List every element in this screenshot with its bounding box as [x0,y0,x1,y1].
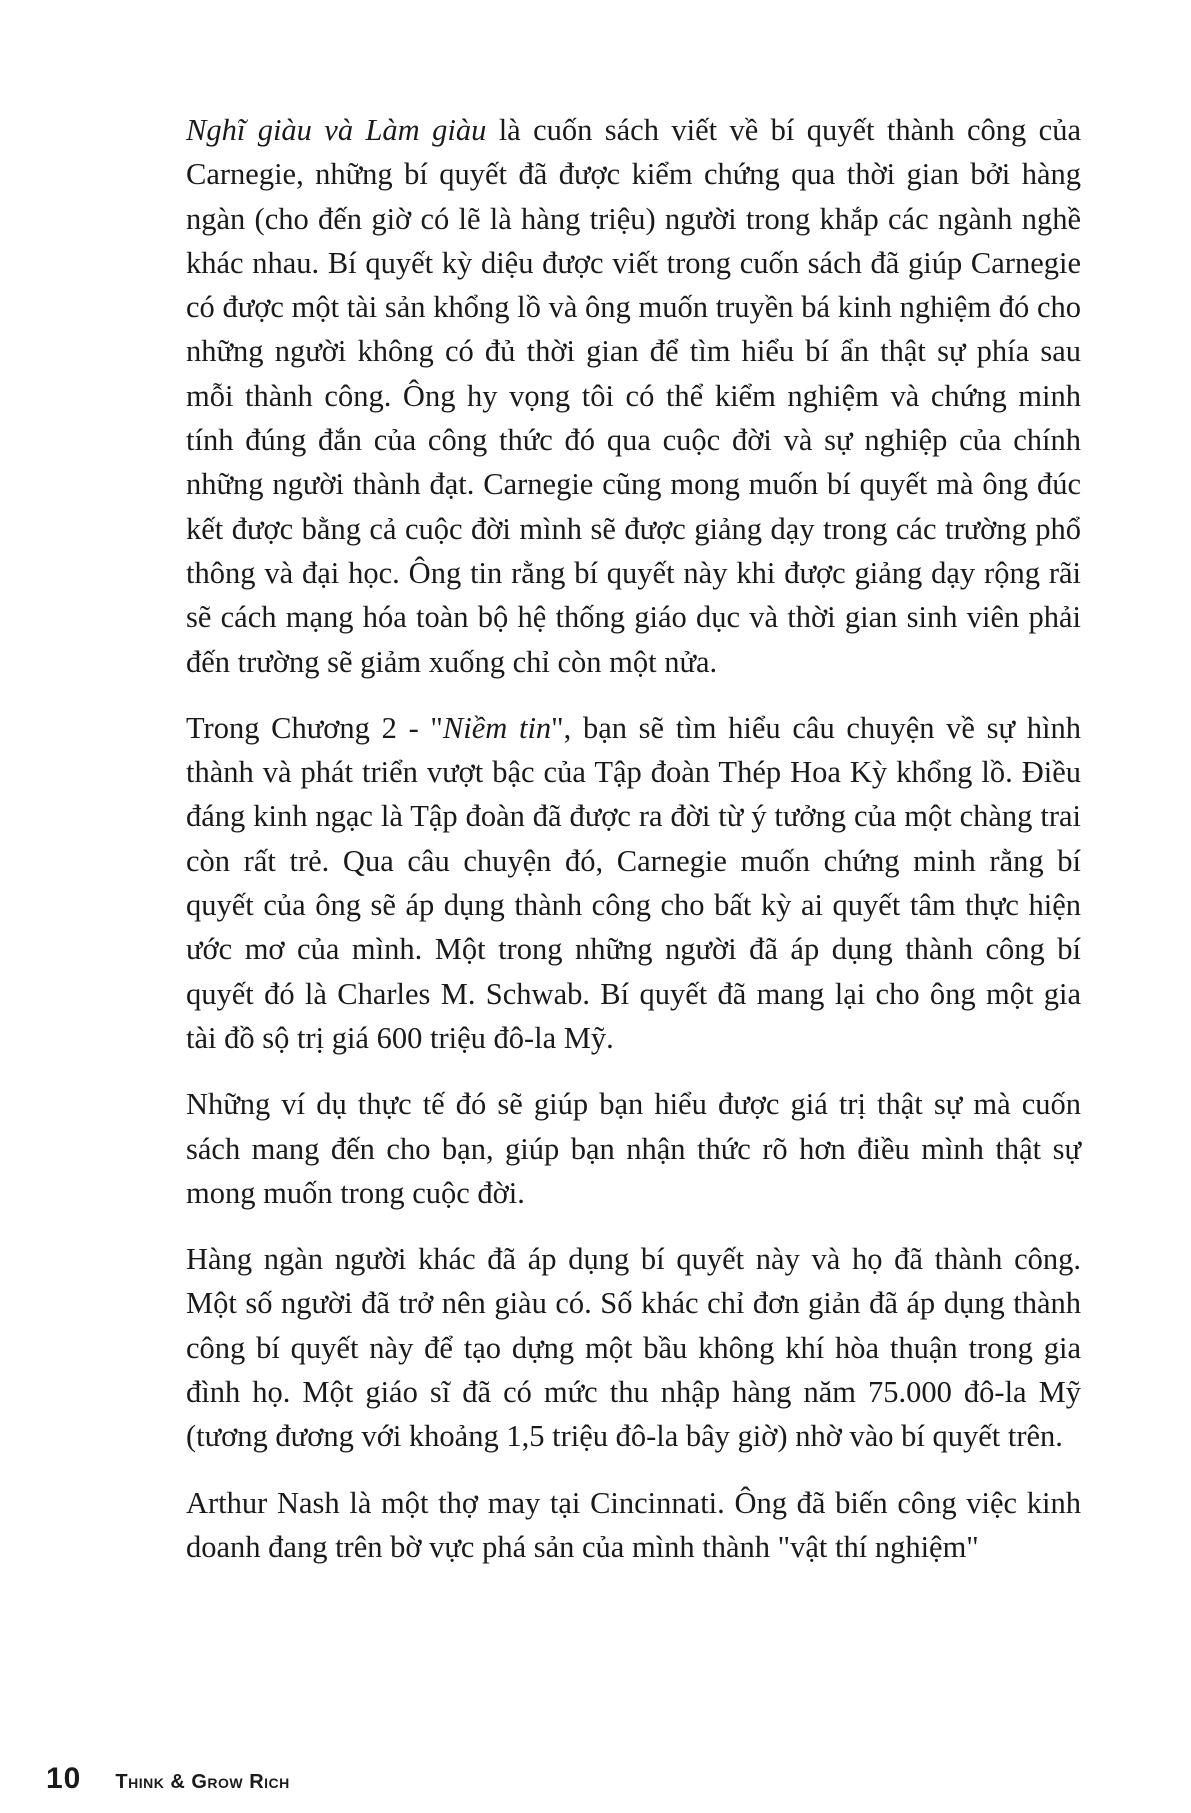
paragraph-3-text: Những ví dụ thực tế đó sẽ giúp bạn hiểu được giá trị thật sự mà cuốn sách mang đến cho bạn, giúp bạn nhận thức rõ hơn điều mình thật sự mong muốn trong cuộc đời. [186,1087,1081,1210]
running-head: Think & Grow Rich [115,1771,290,1793]
body-text [186,108,1081,1591]
paragraph-1-text: là cuốn sách viết về bí quyết thành công của Carnegie, những bí quyết đã được kiểm chứng qua thời gian bởi hàng ngàn (cho đến giờ có lẽ là hàng triệu) người trong khắp các ngành nghề khác nhau. Bí quyết kỳ diệu được viết trong cuốn sách đã giúp Carnegie có được một tài sản khổng lồ và ông muốn truyền bá kinh nghiệm đó cho những người không có đủ thời gian để tìm hiểu bí ẩn thật sự phía sau mỗi thành công. Ông hy vọng tôi có thể kiểm nghiệm và chứng minh tính đúng đắn của công thức đó qua cuộc đời và sự nghiệp của chính những người thành đạt. Carnegie cũng mong muốn bí quyết mà ông đúc kết được bằng cả cuộc đời mình sẽ được giảng dạy trong các trường phổ thông và đại học. Ông tin rằng bí quyết này khi được giảng dạy rộng rãi sẽ cách mạng hóa toàn bộ hệ thống giáo dục và thời gian sinh viên phải đến trường sẽ giảm xuống chỉ còn một nửa. [186,113,1082,679]
book-title-italic: Nghĩ giàu và Làm giàu [186,113,487,147]
paragraph-2 [186,706,1081,1060]
page-footer [46,1762,290,1798]
page-number: 10 [46,1762,82,1795]
paragraph-3 [186,1082,1081,1215]
paragraph-1 [186,108,1081,684]
paragraph-4 [186,1237,1081,1458]
paragraph-5 [186,1481,1081,1570]
paragraph-2-text-start: Trong Chương 2 - " [186,710,443,745]
paragraph-2-text-end: ", bạn sẽ tìm hiểu câu chuyện về sự hình thành và phát triển vượt bậc của Tập đoàn Thép Hoa Kỳ khổng lồ. Điều đáng kinh ngạc là Tập đoàn đã được ra đời từ ý tưởng của một chàng trai còn rất trẻ. Qua câu chuyện đó, Carnegie muốn chứng minh rằng bí quyết của ông sẽ áp dụng thành công cho bất kỳ ai quyết tâm thực hiện ước mơ của mình. Một trong những người đã áp dụng thành công bí quyết đó là Charles M. Schwab. Bí quyết đã mang lại cho ông một gia tài đồ sộ trị giá 600 triệu đô-la Mỹ. [186,710,1081,1055]
paragraph-5-text: Arthur Nash là một thợ may tại Cincinnati. Ông đã biến công việc kinh doanh đang trên bờ vực phá sản của mình thành "vật thí nghiệm" [186,1485,1081,1564]
paragraph-4-text: Hàng ngàn người khác đã áp dụng bí quyết này và họ đã thành công. Một số người đã trở nên giàu có. Số khác chỉ đơn giản đã áp dụng thành công bí quyết này để tạo dựng một bầu không khí hòa thuận trong gia đình họ. Một giáo sĩ đã có mức thu nhập hàng năm 75.000 đô-la Mỹ (tương đương với khoảng 1,5 triệu đô-la bây giờ) nhờ vào bí quyết trên. [186,1242,1081,1454]
chapter-title-italic: Niềm tin [442,710,552,745]
